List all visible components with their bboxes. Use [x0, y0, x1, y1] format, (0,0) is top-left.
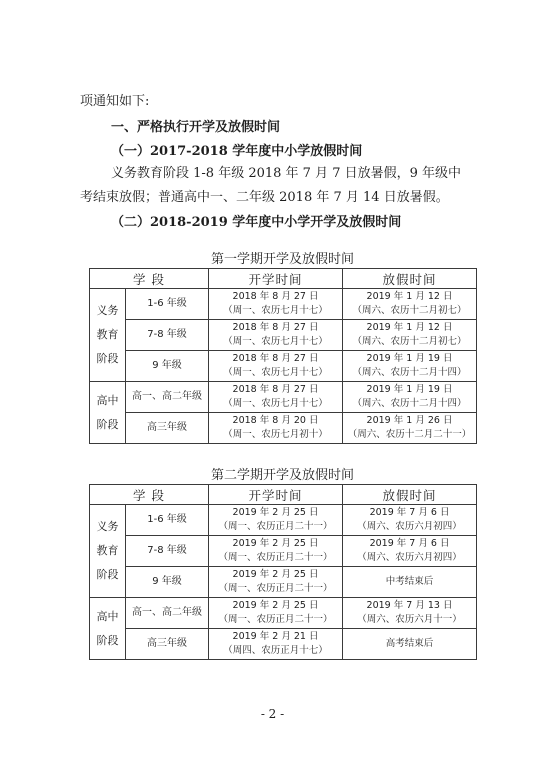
start-date: 2018 年 8 月 27 日 [232, 291, 319, 302]
end-note: （周六、农历十二月十四） [352, 367, 467, 378]
start-cell [209, 382, 343, 413]
start-date: 2018 年 8 月 27 日 [232, 384, 319, 395]
end-cell [343, 382, 477, 413]
stage-line: 阶段 [96, 352, 119, 365]
grade-cell: 1-6 年级 [126, 505, 209, 536]
header-end: 放假时间 [343, 269, 477, 289]
end-note: （周六、农历十二月二十一） [347, 429, 472, 440]
semester-1-table [89, 268, 477, 444]
header-stage: 学 段 [90, 485, 209, 505]
header-stage: 学 段 [90, 269, 209, 289]
start-date: 2018 年 8 月 27 日 [232, 353, 319, 364]
end-note: （周六、农历六月初四） [357, 552, 462, 563]
start-cell [209, 413, 343, 444]
end-note: （周六、农历六月初四） [357, 521, 462, 532]
start-cell [209, 289, 343, 320]
table-row [90, 320, 477, 351]
start-cell [209, 505, 343, 536]
end-note: （周六、农历六月十一） [357, 614, 462, 625]
start-date: 2018 年 8 月 27 日 [232, 322, 319, 333]
end-date: 2019 年 7 月 13 日 [366, 600, 453, 611]
end-cell [343, 320, 477, 351]
start-date: 2019 年 2 月 21 日 [232, 631, 319, 642]
stage-high-school [90, 598, 126, 660]
stage-line: 阶段 [96, 417, 119, 431]
table-row [90, 289, 477, 320]
end-cell: 高考结束后 [343, 629, 477, 660]
subsection-2-title: （二）2018-2019 学年度中小学开学及放假时间 [111, 215, 402, 230]
end-note: （周六、农历十二月初七） [352, 336, 467, 347]
start-note: （周一、农历正月二十一） [218, 521, 333, 532]
table-2-caption: 第二学期开学及放假时间 [210, 468, 354, 483]
subsection-1-title: （一）2017-2018 学年度中小学放假时间 [111, 144, 363, 159]
grade-cell: 7-8 年级 [126, 536, 209, 567]
intro-text: 项通知如下: [80, 94, 150, 109]
page-number: - 2 - [260, 707, 285, 721]
table-row [90, 598, 477, 629]
end-date: 2019 年 1 月 19 日 [366, 353, 453, 364]
stage-line: 教育 [96, 544, 119, 557]
end-cell: 中考结束后 [343, 567, 477, 598]
start-cell [209, 320, 343, 351]
stage-line: 高中 [96, 609, 119, 623]
end-date: 2019 年 7 月 6 日 [369, 538, 450, 549]
start-date: 2019 年 2 月 25 日 [232, 569, 319, 580]
start-note: （周一、农历七月十七） [223, 398, 328, 409]
end-date: 2019 年 1 月 26 日 [366, 415, 453, 426]
end-note: （周六、农历十二月初七） [352, 305, 467, 316]
table-1-caption: 第一学期开学及放假时间 [210, 252, 354, 267]
stage-line: 义务 [96, 304, 119, 317]
grade-cell: 高一、高二年级 [126, 382, 209, 413]
end-date: 2019 年 1 月 19 日 [366, 384, 453, 395]
start-cell [209, 567, 343, 598]
start-cell [209, 536, 343, 567]
table-row [90, 382, 477, 413]
stage-high-school [90, 382, 126, 444]
header-start: 开学时间 [209, 485, 343, 505]
stage-line: 义务 [96, 520, 119, 533]
end-cell [343, 598, 477, 629]
grade-cell: 7-8 年级 [126, 320, 209, 351]
table-header-row [90, 485, 477, 505]
header-start: 开学时间 [209, 269, 343, 289]
table-row [90, 536, 477, 567]
stage-line: 阶段 [96, 633, 119, 647]
start-date: 2019 年 2 月 25 日 [232, 507, 319, 518]
start-cell [209, 598, 343, 629]
table-row [90, 505, 477, 536]
grade-cell: 高三年级 [126, 629, 209, 660]
start-note: （周一、农历正月二十一） [218, 583, 333, 594]
grade-cell: 9 年级 [126, 567, 209, 598]
subsection-1-paragraph-line-1: 义务教育阶段 1-8 年级 2018 年 7 月 7 日放暑假，9 年级中 [111, 166, 462, 181]
section-1-title: 一、严格执行开学及放假时间 [111, 120, 281, 135]
grade-cell: 高一、高二年级 [126, 598, 209, 629]
stage-compulsory [90, 289, 126, 382]
start-note: （周一、农历七月十七） [223, 305, 328, 316]
subsection-1-paragraph-line-2: 考结束放假；普通高中一、二年级 2018 年 7 月 14 日放暑假。 [80, 190, 449, 205]
start-note: （周一、农历正月二十一） [218, 614, 333, 625]
end-cell [343, 413, 477, 444]
start-date: 2019 年 2 月 25 日 [232, 600, 319, 611]
start-note: （周一、农历正月二十一） [218, 552, 333, 563]
end-cell [343, 289, 477, 320]
start-cell [209, 629, 343, 660]
stage-line: 教育 [96, 328, 119, 341]
stage-compulsory [90, 505, 126, 598]
table-row [90, 413, 477, 444]
start-note: （周四、农历正月十七） [223, 645, 328, 656]
table-header-row [90, 269, 477, 289]
grade-cell: 9 年级 [126, 351, 209, 382]
stage-line: 高中 [96, 393, 119, 407]
end-date: 2019 年 7 月 6 日 [369, 507, 450, 518]
start-note: （周一、农历七月十七） [223, 367, 328, 378]
start-note: （周一、农历七月初十） [223, 429, 328, 440]
table-row [90, 351, 477, 382]
end-date: 2019 年 1 月 12 日 [366, 291, 453, 302]
start-date: 2018 年 8 月 20 日 [232, 415, 319, 426]
grade-cell: 高三年级 [126, 413, 209, 444]
end-cell [343, 505, 477, 536]
end-note: （周六、农历十二月十四） [352, 398, 467, 409]
table-row [90, 567, 477, 598]
start-cell [209, 351, 343, 382]
semester-2-table [89, 484, 477, 660]
end-cell [343, 536, 477, 567]
grade-cell: 1-6 年级 [126, 289, 209, 320]
table-row [90, 629, 477, 660]
end-cell [343, 351, 477, 382]
end-date: 2019 年 1 月 12 日 [366, 322, 453, 333]
stage-line: 阶段 [96, 568, 119, 581]
start-note: （周一、农历七月十七） [223, 336, 328, 347]
header-end: 放假时间 [343, 485, 477, 505]
start-date: 2019 年 2 月 25 日 [232, 538, 319, 549]
